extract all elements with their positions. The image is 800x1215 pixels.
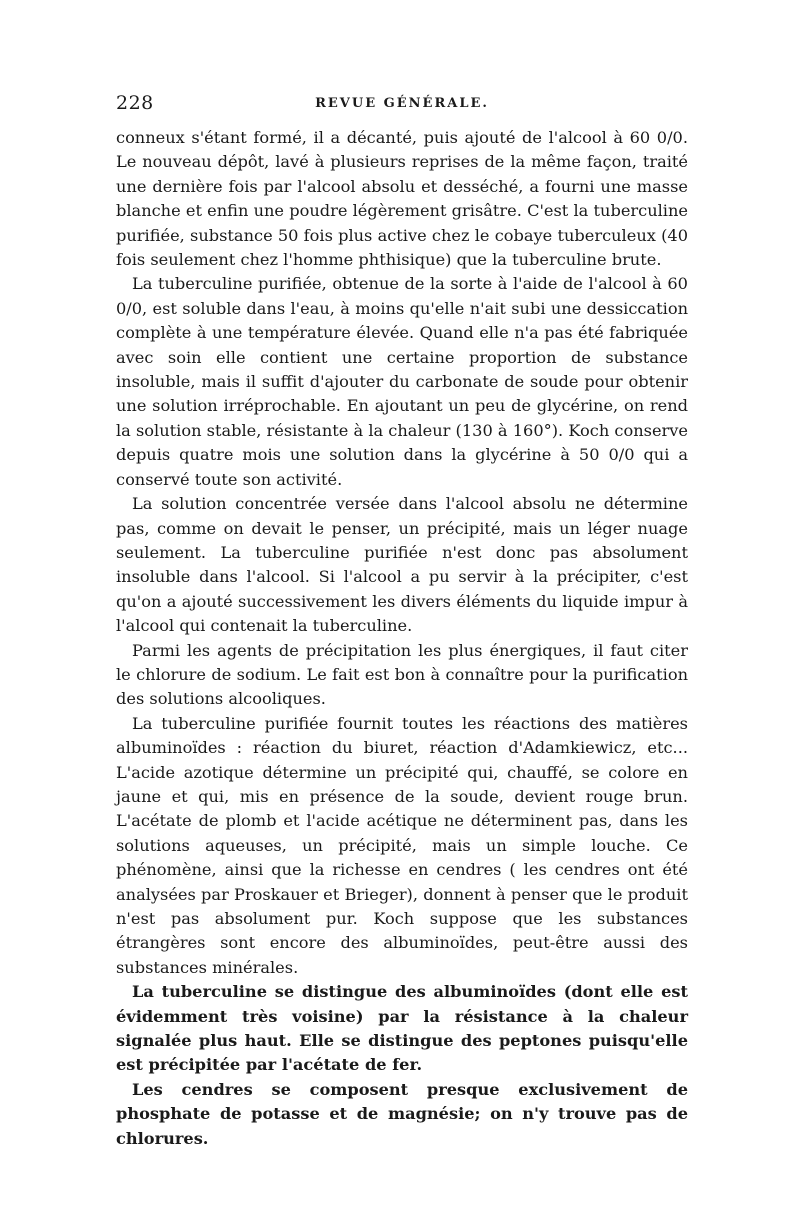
paragraph-5: La tuberculine purifiée fournit toutes les réactions des matières albuminoïdes : réaction du biuret, réaction d'Adamkiewicz, etc... L'acide azotique détermine un précipité qui, chauffé, se colore en jaune et qui, mis en présence de la soude, devient rouge brun. L'acétate de plomb et l'acide acétique ne déterminent pas, dans les solutions aqueuses, un précipité, mais un simple louche. Ce phénomène, ainsi que la richesse en cendres ( les cendres ont été analysées par Proskauer et Brieger), donnent à penser que le produit n'est pas absolument pur. Koch suppose que les substances étrangères sont encore des albuminoïdes, peut-être aussi des substances minérales. (116, 713, 688, 977)
page-number: 228 (116, 92, 154, 114)
paragraph-3: La solution concentrée versée dans l'alcool absolu ne détermine pas, comme on devait le penser, un précipité, mais un léger nuage seulement. La tuberculine purifiée n'est donc pas absolument insoluble dans l'alcool. Si l'alcool a pu servir à la précipiter, c'est qu'on a ajouté successivement les divers éléments du liquide impur à l'alcool qui contenait la tuberculine. (116, 494, 688, 636)
paragraph-2: La tuberculine purifiée, obtenue de la sorte à l'aide de l'alcool à 60 0/0, est soluble dans l'eau, à moins qu'elle n'ait subi une dessiccation complète à une température élevée. Quand elle n'a pas été fabriquée avec soin elle contient une certaine proportion de substance insoluble, mais il suffit d'ajouter du carbonate de soude pour obtenir une solution irréprochable. En ajoutant un peu de glycérine, on rend la solution stable, résistante à la chaleur (130 à 160°). Koch conserve depuis quatre mois une solution dans la glycérine à 50 0/0 qui a conservé toute son activité. (116, 274, 688, 489)
journal-title: REVUE GÉNÉRALE. (315, 96, 489, 111)
paragraph-1: conneux s'étant formé, il a décanté, puis ajouté de l'alcool à 60 0/0. Le nouveau dépôt, lavé à plusieurs reprises de la même façon, traité une dernière fois par l'alcool absolu et desséché, a fourni une masse blanche et enfin une poudre légèrement grisâtre. C'est la tuberculine purifiée, substance 50 fois plus active chez le cobaye tuberculeux (40 fois seulement chez l'homme phthisique) que la tuberculine brute. (116, 128, 688, 270)
body-text (116, 126, 688, 1151)
running-header (116, 92, 688, 126)
paragraph-7: Les cendres se composent presque exclusivement de phosphate de potasse et de magnésie; on n'y trouve pas de chlorures. (116, 1079, 688, 1148)
paragraph-6: La tuberculine se distingue des albuminoïdes (dont elle est évidemment très voisine) par la résistance à la chaleur signalée plus haut. Elle se distingue des peptones puisqu'elle est précipitée par l'acétate de fer. (116, 982, 688, 1075)
document-page (116, 92, 688, 1151)
paragraph-4: Parmi les agents de précipitation les plus énergiques, il faut citer le chlorure de sodium. Le fait est bon à connaître pour la purification des solutions alcooliques. (116, 640, 688, 709)
